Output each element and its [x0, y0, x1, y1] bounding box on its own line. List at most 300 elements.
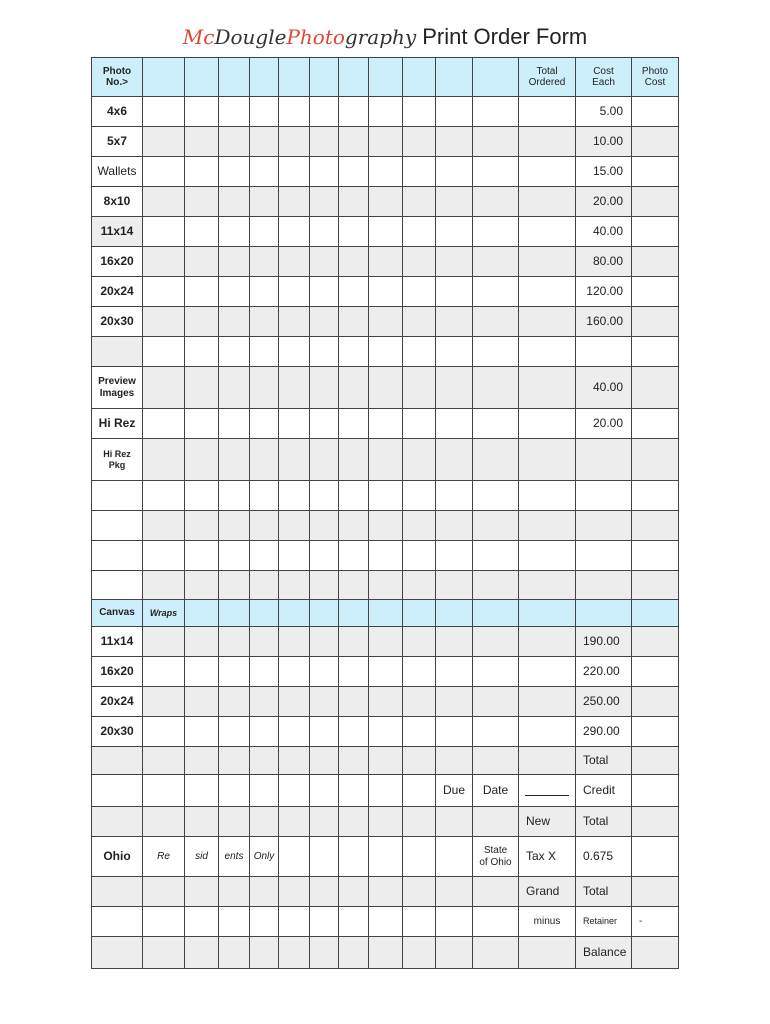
quantity-cell[interactable] — [339, 127, 369, 157]
quantity-cell[interactable] — [339, 97, 369, 127]
blank-cell[interactable] — [185, 877, 219, 907]
blank-cell[interactable] — [436, 877, 473, 907]
quantity-cell[interactable] — [143, 127, 185, 157]
quantity-cell[interactable] — [185, 717, 219, 747]
quantity-cell[interactable] — [310, 127, 339, 157]
quantity-cell[interactable] — [279, 97, 310, 127]
quantity-cell[interactable] — [403, 571, 436, 600]
photo-cost-cell[interactable] — [632, 541, 679, 571]
photo-cost-cell[interactable] — [632, 367, 679, 409]
quantity-cell[interactable] — [369, 481, 403, 511]
blank-cell[interactable] — [436, 837, 473, 877]
quantity-cell[interactable] — [436, 481, 473, 511]
blank-cell[interactable] — [91, 807, 143, 837]
quantity-cell[interactable] — [436, 97, 473, 127]
blank-cell[interactable] — [403, 837, 436, 877]
quantity-cell[interactable] — [473, 97, 519, 127]
quantity-cell[interactable] — [219, 541, 250, 571]
quantity-cell[interactable] — [339, 217, 369, 247]
photo-cost-cell[interactable] — [632, 277, 679, 307]
quantity-cell[interactable] — [436, 187, 473, 217]
quantity-cell[interactable] — [250, 511, 279, 541]
blank-cell[interactable] — [369, 837, 403, 877]
quantity-cell[interactable] — [279, 217, 310, 247]
blank-cell[interactable] — [310, 907, 339, 937]
balance-value[interactable] — [632, 937, 679, 969]
quantity-cell[interactable] — [219, 511, 250, 541]
quantity-cell[interactable] — [310, 97, 339, 127]
retainer-value[interactable]: - — [632, 907, 679, 937]
quantity-cell[interactable] — [436, 307, 473, 337]
quantity-cell[interactable] — [279, 157, 310, 187]
total-ordered-cell[interactable] — [519, 247, 576, 277]
quantity-cell[interactable] — [403, 97, 436, 127]
quantity-cell[interactable] — [279, 247, 310, 277]
quantity-cell[interactable] — [369, 127, 403, 157]
quantity-cell[interactable] — [185, 571, 219, 600]
blank-cell[interactable] — [250, 775, 279, 807]
quantity-cell[interactable] — [403, 367, 436, 409]
photo-cost-cell[interactable] — [632, 157, 679, 187]
blank-cell[interactable] — [143, 807, 185, 837]
quantity-cell[interactable] — [436, 687, 473, 717]
blank-cell[interactable] — [250, 807, 279, 837]
quantity-cell[interactable] — [473, 657, 519, 687]
quantity-cell[interactable] — [369, 367, 403, 409]
blank-cell[interactable] — [143, 937, 185, 969]
blank-cell[interactable] — [91, 907, 143, 937]
quantity-cell[interactable] — [310, 541, 339, 571]
quantity-cell[interactable] — [279, 627, 310, 657]
quantity-cell[interactable] — [369, 717, 403, 747]
quantity-cell[interactable] — [473, 541, 519, 571]
quantity-cell[interactable] — [436, 127, 473, 157]
quantity-cell[interactable] — [339, 511, 369, 541]
quantity-cell[interactable] — [339, 687, 369, 717]
quantity-cell[interactable] — [250, 157, 279, 187]
photo-cost-cell[interactable] — [632, 627, 679, 657]
quantity-cell[interactable] — [250, 367, 279, 409]
blank-cell[interactable] — [519, 747, 576, 775]
blank-cell[interactable] — [369, 937, 403, 969]
blank-cell[interactable] — [339, 775, 369, 807]
quantity-cell[interactable] — [403, 277, 436, 307]
quantity-cell[interactable] — [219, 367, 250, 409]
quantity-cell[interactable] — [250, 541, 279, 571]
quantity-cell[interactable] — [369, 541, 403, 571]
quantity-cell[interactable] — [436, 367, 473, 409]
quantity-cell[interactable] — [436, 409, 473, 439]
quantity-cell[interactable] — [339, 439, 369, 481]
quantity-cell[interactable] — [143, 571, 185, 600]
quantity-cell[interactable] — [250, 247, 279, 277]
quantity-cell[interactable] — [310, 337, 339, 367]
quantity-cell[interactable] — [339, 247, 369, 277]
quantity-cell[interactable] — [310, 277, 339, 307]
quantity-cell[interactable] — [185, 127, 219, 157]
quantity-cell[interactable] — [279, 511, 310, 541]
blank-cell[interactable] — [279, 937, 310, 969]
quantity-cell[interactable] — [143, 511, 185, 541]
quantity-cell[interactable] — [403, 337, 436, 367]
blank-cell[interactable] — [369, 807, 403, 837]
quantity-cell[interactable] — [403, 481, 436, 511]
total-ordered-cell[interactable] — [519, 571, 576, 600]
quantity-cell[interactable] — [403, 187, 436, 217]
quantity-cell[interactable] — [339, 571, 369, 600]
photo-cost-cell[interactable] — [632, 717, 679, 747]
quantity-cell[interactable] — [310, 481, 339, 511]
total-ordered-cell[interactable] — [519, 367, 576, 409]
blank-cell[interactable] — [91, 937, 143, 969]
quantity-cell[interactable] — [403, 217, 436, 247]
photo-cost-cell[interactable] — [632, 571, 679, 600]
blank-cell[interactable] — [436, 747, 473, 775]
photo-cost-cell[interactable] — [632, 187, 679, 217]
quantity-cell[interactable] — [250, 481, 279, 511]
credit-value[interactable] — [632, 775, 679, 807]
blank-cell[interactable] — [310, 807, 339, 837]
quantity-cell[interactable] — [473, 157, 519, 187]
quantity-cell[interactable] — [219, 307, 250, 337]
quantity-cell[interactable] — [279, 277, 310, 307]
blank-cell[interactable] — [436, 807, 473, 837]
quantity-cell[interactable] — [185, 157, 219, 187]
quantity-cell[interactable] — [339, 481, 369, 511]
blank-cell[interactable] — [91, 877, 143, 907]
total-ordered-cell[interactable] — [519, 187, 576, 217]
quantity-cell[interactable] — [250, 277, 279, 307]
blank-cell[interactable] — [403, 877, 436, 907]
total-ordered-cell[interactable] — [519, 657, 576, 687]
quantity-cell[interactable] — [473, 307, 519, 337]
quantity-cell[interactable] — [219, 657, 250, 687]
quantity-cell[interactable] — [279, 481, 310, 511]
quantity-cell[interactable] — [473, 409, 519, 439]
quantity-cell[interactable] — [369, 409, 403, 439]
blank-cell[interactable] — [403, 807, 436, 837]
quantity-cell[interactable] — [143, 367, 185, 409]
photo-number-cell[interactable] — [473, 57, 519, 97]
blank-cell[interactable] — [185, 747, 219, 775]
quantity-cell[interactable] — [310, 571, 339, 600]
blank-cell[interactable] — [339, 807, 369, 837]
blank-cell[interactable] — [310, 775, 339, 807]
blank-cell[interactable] — [436, 907, 473, 937]
quantity-cell[interactable] — [310, 157, 339, 187]
blank-cell[interactable] — [403, 937, 436, 969]
quantity-cell[interactable] — [185, 337, 219, 367]
quantity-cell[interactable] — [310, 687, 339, 717]
photo-cost-cell[interactable] — [632, 657, 679, 687]
photo-cost-cell[interactable] — [632, 511, 679, 541]
quantity-cell[interactable] — [185, 627, 219, 657]
quantity-cell[interactable] — [250, 187, 279, 217]
quantity-cell[interactable] — [279, 657, 310, 687]
blank-cell[interactable] — [185, 775, 219, 807]
blank-cell[interactable] — [473, 907, 519, 937]
quantity-cell[interactable] — [185, 511, 219, 541]
quantity-cell[interactable] — [143, 247, 185, 277]
quantity-cell[interactable] — [310, 187, 339, 217]
quantity-cell[interactable] — [403, 717, 436, 747]
quantity-cell[interactable] — [219, 627, 250, 657]
quantity-cell[interactable] — [403, 439, 436, 481]
quantity-cell[interactable] — [185, 97, 219, 127]
total-ordered-cell[interactable] — [519, 307, 576, 337]
blank-cell[interactable] — [143, 775, 185, 807]
quantity-cell[interactable] — [369, 511, 403, 541]
quantity-cell[interactable] — [279, 187, 310, 217]
blank-cell[interactable] — [219, 937, 250, 969]
blank-cell[interactable] — [339, 747, 369, 775]
quantity-cell[interactable] — [310, 217, 339, 247]
quantity-cell[interactable] — [339, 717, 369, 747]
total-ordered-cell[interactable] — [519, 409, 576, 439]
quantity-cell[interactable] — [339, 541, 369, 571]
blank-cell[interactable] — [219, 907, 250, 937]
total-ordered-cell[interactable] — [519, 541, 576, 571]
quantity-cell[interactable] — [369, 687, 403, 717]
quantity-cell[interactable] — [143, 157, 185, 187]
quantity-cell[interactable] — [219, 439, 250, 481]
grand-total-value[interactable] — [632, 877, 679, 907]
quantity-cell[interactable] — [310, 409, 339, 439]
quantity-cell[interactable] — [279, 409, 310, 439]
quantity-cell[interactable] — [339, 657, 369, 687]
blank-cell[interactable] — [250, 937, 279, 969]
quantity-cell[interactable] — [219, 127, 250, 157]
quantity-cell[interactable] — [185, 217, 219, 247]
total-ordered-cell[interactable] — [519, 97, 576, 127]
photo-number-cell[interactable] — [436, 57, 473, 97]
quantity-cell[interactable] — [369, 337, 403, 367]
quantity-cell[interactable] — [250, 717, 279, 747]
quantity-cell[interactable] — [250, 127, 279, 157]
blank-cell[interactable] — [185, 907, 219, 937]
photo-number-cell[interactable] — [185, 57, 219, 97]
quantity-cell[interactable] — [185, 541, 219, 571]
quantity-cell[interactable] — [369, 187, 403, 217]
quantity-cell[interactable] — [369, 571, 403, 600]
quantity-cell[interactable] — [339, 187, 369, 217]
quantity-cell[interactable] — [403, 627, 436, 657]
quantity-cell[interactable] — [310, 439, 339, 481]
quantity-cell[interactable] — [219, 571, 250, 600]
photo-cost-cell[interactable] — [632, 247, 679, 277]
blank-cell[interactable] — [219, 807, 250, 837]
total-ordered-cell[interactable] — [519, 687, 576, 717]
blank-cell[interactable] — [250, 747, 279, 775]
quantity-cell[interactable] — [279, 571, 310, 600]
quantity-cell[interactable] — [473, 217, 519, 247]
blank-cell[interactable] — [339, 837, 369, 877]
blank-cell[interactable] — [279, 775, 310, 807]
quantity-cell[interactable] — [473, 337, 519, 367]
quantity-cell[interactable] — [369, 247, 403, 277]
quantity-cell[interactable] — [473, 511, 519, 541]
total-ordered-cell[interactable] — [519, 511, 576, 541]
total-ordered-cell[interactable] — [519, 439, 576, 481]
blank-cell[interactable] — [473, 937, 519, 969]
blank-cell[interactable] — [403, 747, 436, 775]
quantity-cell[interactable] — [219, 481, 250, 511]
quantity-cell[interactable] — [250, 571, 279, 600]
quantity-cell[interactable] — [473, 717, 519, 747]
quantity-cell[interactable] — [279, 307, 310, 337]
quantity-cell[interactable] — [279, 439, 310, 481]
blank-cell[interactable] — [436, 937, 473, 969]
quantity-cell[interactable] — [436, 277, 473, 307]
photo-number-cell[interactable] — [250, 57, 279, 97]
blank-cell[interactable] — [143, 747, 185, 775]
photo-cost-cell[interactable] — [632, 97, 679, 127]
quantity-cell[interactable] — [436, 247, 473, 277]
quantity-cell[interactable] — [403, 247, 436, 277]
quantity-cell[interactable] — [473, 127, 519, 157]
quantity-cell[interactable] — [369, 157, 403, 187]
quantity-cell[interactable] — [143, 307, 185, 337]
quantity-cell[interactable] — [369, 277, 403, 307]
quantity-cell[interactable] — [436, 217, 473, 247]
quantity-cell[interactable] — [143, 717, 185, 747]
photo-number-cell[interactable] — [369, 57, 403, 97]
quantity-cell[interactable] — [436, 571, 473, 600]
quantity-cell[interactable] — [279, 717, 310, 747]
quantity-cell[interactable] — [185, 277, 219, 307]
quantity-cell[interactable] — [143, 187, 185, 217]
photo-number-cell[interactable] — [279, 57, 310, 97]
quantity-cell[interactable] — [310, 627, 339, 657]
quantity-cell[interactable] — [185, 481, 219, 511]
total-ordered-cell[interactable] — [519, 277, 576, 307]
quantity-cell[interactable] — [473, 277, 519, 307]
total-ordered-cell[interactable] — [519, 481, 576, 511]
blank-cell[interactable] — [339, 937, 369, 969]
blank-cell[interactable] — [369, 775, 403, 807]
blank-cell[interactable] — [279, 747, 310, 775]
quantity-cell[interactable] — [369, 657, 403, 687]
quantity-cell[interactable] — [219, 277, 250, 307]
quantity-cell[interactable] — [339, 367, 369, 409]
quantity-cell[interactable] — [185, 367, 219, 409]
quantity-cell[interactable] — [473, 571, 519, 600]
quantity-cell[interactable] — [143, 277, 185, 307]
blank-cell[interactable] — [185, 937, 219, 969]
quantity-cell[interactable] — [219, 687, 250, 717]
quantity-cell[interactable] — [143, 217, 185, 247]
quantity-cell[interactable] — [219, 409, 250, 439]
quantity-cell[interactable] — [339, 277, 369, 307]
quantity-cell[interactable] — [219, 217, 250, 247]
blank-cell[interactable] — [369, 907, 403, 937]
quantity-cell[interactable] — [473, 367, 519, 409]
quantity-cell[interactable] — [143, 439, 185, 481]
total-ordered-cell[interactable] — [519, 717, 576, 747]
quantity-cell[interactable] — [279, 127, 310, 157]
quantity-cell[interactable] — [473, 481, 519, 511]
quantity-cell[interactable] — [403, 307, 436, 337]
quantity-cell[interactable] — [403, 657, 436, 687]
quantity-cell[interactable] — [369, 97, 403, 127]
quantity-cell[interactable] — [219, 247, 250, 277]
blank-cell[interactable] — [310, 877, 339, 907]
quantity-cell[interactable] — [403, 687, 436, 717]
quantity-cell[interactable] — [250, 337, 279, 367]
photo-cost-cell[interactable] — [632, 307, 679, 337]
quantity-cell[interactable] — [403, 409, 436, 439]
quantity-cell[interactable] — [219, 187, 250, 217]
quantity-cell[interactable] — [403, 127, 436, 157]
quantity-cell[interactable] — [279, 367, 310, 409]
quantity-cell[interactable] — [250, 409, 279, 439]
blank-cell[interactable] — [91, 747, 143, 775]
quantity-cell[interactable] — [473, 627, 519, 657]
quantity-cell[interactable] — [143, 627, 185, 657]
quantity-cell[interactable] — [339, 627, 369, 657]
quantity-cell[interactable] — [185, 657, 219, 687]
quantity-cell[interactable] — [143, 337, 185, 367]
quantity-cell[interactable] — [369, 627, 403, 657]
blank-cell[interactable] — [250, 907, 279, 937]
total-ordered-cell[interactable] — [519, 337, 576, 367]
quantity-cell[interactable] — [310, 307, 339, 337]
photo-cost-cell[interactable] — [632, 439, 679, 481]
quantity-cell[interactable] — [143, 541, 185, 571]
blank-cell[interactable] — [473, 877, 519, 907]
quantity-cell[interactable] — [473, 687, 519, 717]
quantity-cell[interactable] — [185, 687, 219, 717]
total-ordered-cell[interactable] — [519, 157, 576, 187]
quantity-cell[interactable] — [436, 337, 473, 367]
quantity-cell[interactable] — [369, 307, 403, 337]
photo-cost-cell[interactable] — [632, 481, 679, 511]
photo-number-cell[interactable] — [219, 57, 250, 97]
blank-cell[interactable] — [279, 907, 310, 937]
quantity-cell[interactable] — [436, 541, 473, 571]
blank-cell[interactable] — [473, 807, 519, 837]
quantity-cell[interactable] — [143, 687, 185, 717]
photo-cost-cell[interactable] — [632, 217, 679, 247]
total-value[interactable] — [632, 747, 679, 775]
quantity-cell[interactable] — [143, 657, 185, 687]
blank-cell[interactable] — [369, 747, 403, 775]
photo-number-cell[interactable] — [143, 57, 185, 97]
quantity-cell[interactable] — [185, 439, 219, 481]
blank-cell[interactable] — [473, 747, 519, 775]
quantity-cell[interactable] — [279, 687, 310, 717]
quantity-cell[interactable] — [219, 157, 250, 187]
photo-number-cell[interactable] — [403, 57, 436, 97]
blank-cell[interactable] — [91, 775, 143, 807]
quantity-cell[interactable] — [185, 307, 219, 337]
blank-cell[interactable] — [519, 937, 576, 969]
blank-cell[interactable] — [403, 907, 436, 937]
blank-cell[interactable] — [219, 775, 250, 807]
quantity-cell[interactable] — [339, 307, 369, 337]
quantity-cell[interactable] — [436, 717, 473, 747]
quantity-cell[interactable] — [436, 439, 473, 481]
quantity-cell[interactable] — [436, 657, 473, 687]
quantity-cell[interactable] — [250, 687, 279, 717]
blank-cell[interactable] — [339, 877, 369, 907]
quantity-cell[interactable] — [369, 439, 403, 481]
quantity-cell[interactable] — [219, 337, 250, 367]
quantity-cell[interactable] — [403, 511, 436, 541]
quantity-cell[interactable] — [339, 409, 369, 439]
quantity-cell[interactable] — [310, 247, 339, 277]
blank-cell[interactable] — [310, 937, 339, 969]
